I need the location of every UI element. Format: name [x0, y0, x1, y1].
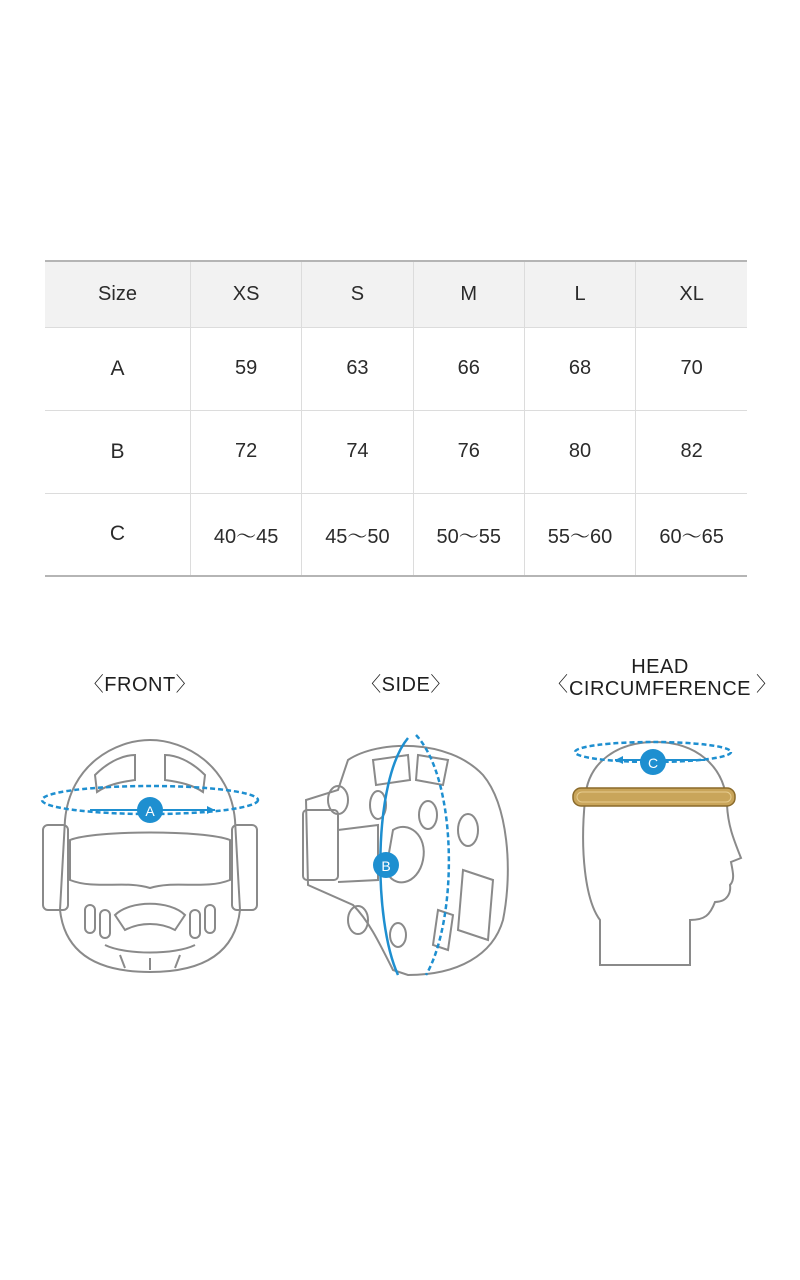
- row-label-b: B: [45, 410, 191, 493]
- head-caption-bracket-right: 〉: [756, 674, 776, 696]
- cell-c-m: 50～55: [413, 493, 524, 576]
- row-label-a: A: [45, 327, 191, 410]
- cell-a-xs: 59: [191, 327, 302, 410]
- measure-a-label: A: [145, 803, 155, 819]
- head-caption-line2: CIRCUMFERENCE: [568, 678, 752, 700]
- header-l: L: [524, 261, 635, 327]
- cell-c-l: 55～60: [524, 493, 635, 576]
- cell-b-s: 74: [302, 410, 413, 493]
- head-profile-outline: [583, 742, 741, 965]
- head-caption-line1: HEAD: [631, 656, 689, 678]
- table-row-c: [45, 493, 747, 576]
- cell-b-m: 76: [413, 410, 524, 493]
- cell-b-l: 80: [524, 410, 635, 493]
- cell-c-xl: 60～65: [636, 493, 747, 576]
- measure-c-label: C: [647, 755, 659, 771]
- header-s: S: [302, 261, 413, 327]
- header-xl: XL: [636, 261, 747, 327]
- cell-a-xl: 70: [636, 327, 747, 410]
- header-m: M: [413, 261, 524, 327]
- cell-c-s: 45～50: [302, 493, 413, 576]
- size-header-row: [45, 261, 747, 327]
- table-row-a: [45, 327, 747, 410]
- helmet-side-illustration: [298, 720, 520, 982]
- head-caption-bracket-left: 〈: [548, 674, 568, 696]
- row-label-c: C: [45, 493, 191, 576]
- measure-b-label: B: [381, 858, 391, 874]
- head-band: [573, 788, 735, 806]
- side-caption: 〈SIDE〉: [361, 674, 451, 696]
- cell-a-l: 68: [524, 327, 635, 410]
- cell-a-s: 63: [302, 327, 413, 410]
- table-row-b: [45, 410, 747, 493]
- cell-b-xl: 82: [636, 410, 747, 493]
- size-chart-table: [45, 260, 747, 577]
- head-circumference-illustration: [565, 730, 745, 970]
- front-caption: 〈FRONT〉: [83, 674, 197, 696]
- helmet-front-illustration: [35, 730, 265, 980]
- header-xs: XS: [191, 261, 302, 327]
- helmet-front-outline: [60, 740, 240, 972]
- cell-c-xs: 40～45: [191, 493, 302, 576]
- cell-b-xs: 72: [191, 410, 302, 493]
- head-circumference-caption: [545, 656, 775, 700]
- header-size: Size: [45, 261, 191, 327]
- cell-a-m: 66: [413, 327, 524, 410]
